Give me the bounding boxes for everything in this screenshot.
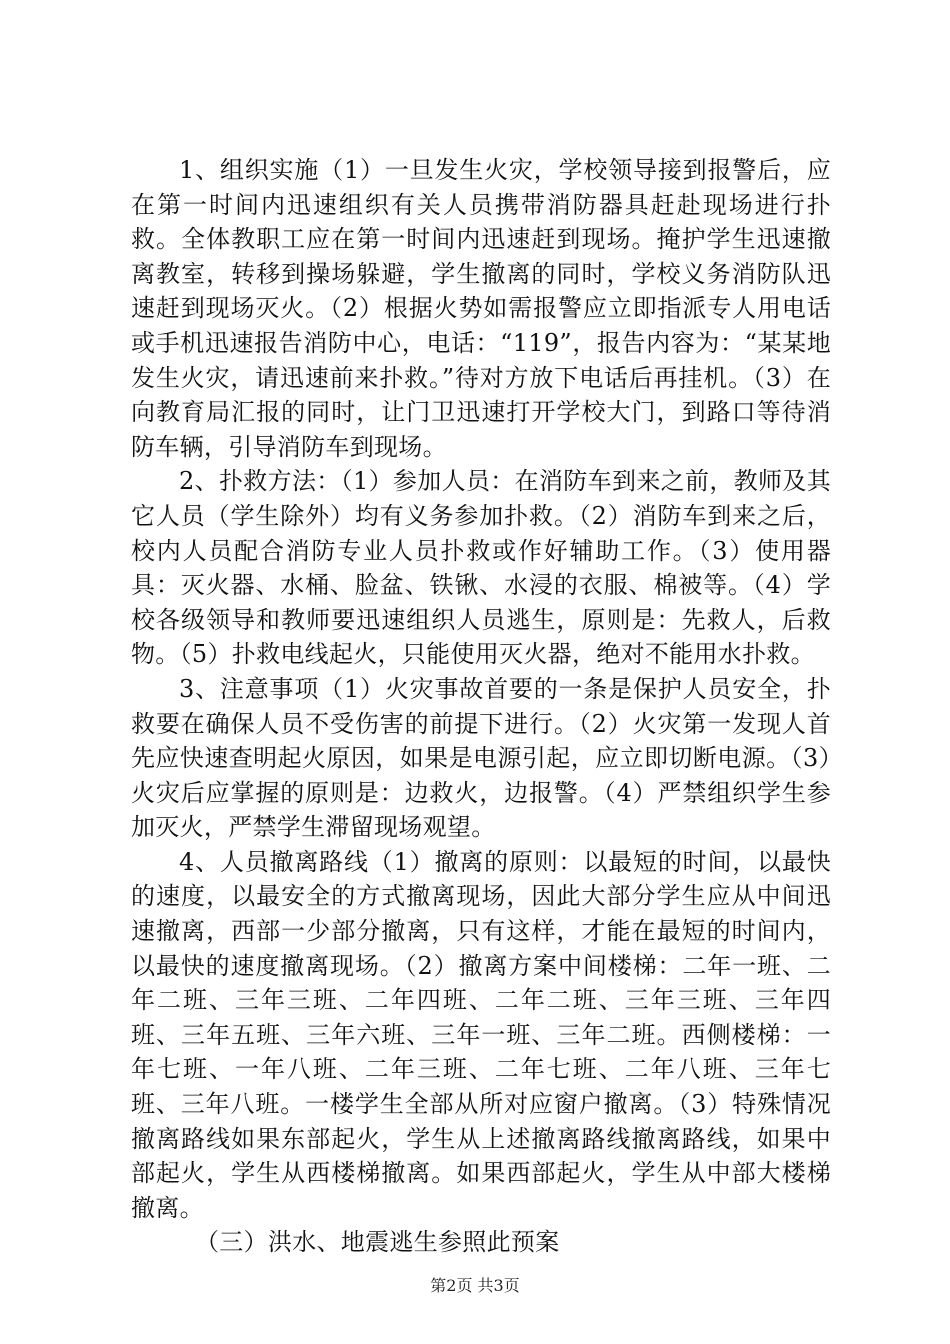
paragraph-organization: 1、组织实施（1）一旦发生火灾，学校领导接到报警后，应在第一时间内迅速组织有关人员携带消防器具赶赴现场进行扑救。全体教职工应在第一时间内迅速赶到现场。掩护学生迅速撤离教室，转移到操场躲避，学生撤离的同时，学校义务消防队迅速赶到现场灭火。（2）根据火势如需报警应立即指派专人用电话或手机迅速报告消防中心，电话：“119”，报告内容为：“某某地发生火灾，请迅速前来扑救。”待对方放下电话后再挂机。（3）在向教育局汇报的同时，让门卫迅速打开学校大门，到路口等待消防车辆，引导消防车到现场。 (131, 156, 831, 461)
paragraph-rescue-methods: 2、扑救方法：（1）参加人员：在消防车到来之前，教师及其它人员（学生除外）均有义务参加扑救。（2）消防车到来之后，校内人员配合消防专业人员扑救或作好辅助工作。（3）使用器具：灭火器、水桶、脸盆、铁锹、水浸的衣服、棉被等。（4）学校各级领导和教师要迅速组织人员逃生，原则是：先救人，后救物。（5）扑救电线起火，只能使用灭火器，绝对不能用水扑救。 (131, 467, 831, 669)
page-number-footer: 第2页 共3页 (430, 1276, 520, 1295)
section-heading-flood-earthquake: （三）洪水、地震逃生参照此预案 (195, 1228, 560, 1257)
document-body (131, 153, 831, 1260)
paragraph-precautions: 3、注意事项（1）火灾事故首要的一条是保护人员安全，扑救要在确保人员不受伤害的前提下进行。（2）火灾第一发现人首先应快速查明起火原因，如果是电源引起，应立即切断电源。（3）火灾后应掌握的原则是：边救火，边报警。（4）严禁组织学生参加灭火，严禁学生滞留现场观望。 (131, 674, 831, 842)
paragraph-evacuation-routes: 4、人员撤离路线（1）撤离的原则：以最短的时间，以最快的速度，以最安全的方式撤离现场，因此大部分学生应从中间迅速撤离，西部一少部分撤离，只有这样，才能在最短的时间内，以最快的速度撤离现场。（2）撤离方案中间楼梯：二年一班、二年二班、三年三班、二年四班、二年二班、三年三班、三年四班、三年五班、三年六班、三年一班、三年二班。西侧楼梯：一年七班、一年八班、二年三班、二年七班、二年八班、三年七班、三年八班。一楼学生全部从所对应窗户撤离。（3）特殊情况撤离路线如果东部起火，学生从上述撤离路线撤离路线，如果中部起火，学生从西楼梯撤离。如果西部起火，学生从中部大楼梯撤离。 (131, 847, 831, 1222)
